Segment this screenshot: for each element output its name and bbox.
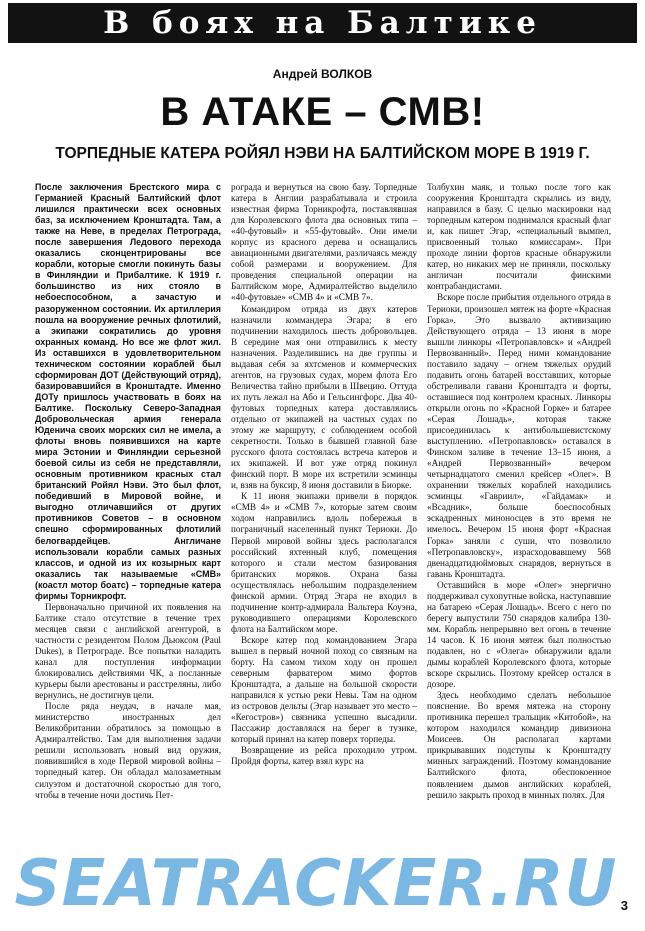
body-paragraph: Оставшийся в море «Олег» энергично поддерживал сухопутные войска, наступавшие на батарею «Серая Лошадь». Всего с него по берегу выпустили 750 снарядов калибра 130-мм. Корабль непрерывно вел огонь в течение 14 часов. К 16 июня мятеж был полностью подавлен, но с «Олега» обнаружили вдали дымы кораблей Королевского флота, которые вскоре скрылись. Поэтому крейсер остался в дозоре.: [427, 579, 611, 690]
text-column-1: [35, 182, 221, 900]
lead-paragraph: После заключения Брестского мира с Германией Красный Балтийский флот лишился практически всех основных баз, за исключением Кронштадта. Там, а также на Неве, в пределах Петрограда, после завершения Ледового перехода оказались сконцентрированы все корабли, которые смогли покинуть базы в Финляндии и Прибалтике. К 1919 г. большинство из них стояло в небоеспособном, а зачастую и разоруженном состоянии. Их артиллерия пошла на вооружение речных флотилий, а экипажи сократились до уровня охранных команд. Но все же флот жил. Из оставшихся в удовлетворительном техническом состоянии кораблей был сформирован ДОТ (Действующий отряд), базировавшийся в Кронштадте. Именно ДОТу пришлось участвовать в боях на Балтике. Поскольку Северо-Западная Добровольческая армия генерала Юденича своих морских сил не имела, а флоты вновь появившихся на карте мира Эстонии и Финляндии серьезной боевой силы из себя не представляли, основным противником красных стал британский Ройял Нэви. Это был флот, победивший в Мировой войне, и выгодно отличавшийся от других противников Советов – в основном спешно сформированных флотилий белогвардейцев. Англичане использовали корабли самых разных классов, и одной из их козырных карт оказались так называемые «СМВ» (коастл мотор боатс) – торпедные катера фирмы Торникрофт.: [35, 182, 221, 601]
body-paragraph: Вскоре катер под командованием Эгара вышел в первый ночной поход со связным на борту. На самом тихом ходу он прошел северным фарватером мимо фортов Кронштадта, а дальше на большой скорости направился к устью реки Невы. Там на одном из островов дельты (Эгар называет это место – «Кегостров») связника успешно высадили. Пассажир доставлялся на берег в тузике, который принял на катер поверх торпеды.: [231, 634, 417, 745]
site-watermark: SEATRACKER.RU: [14, 847, 618, 921]
body-paragraph: Командиром отряда из двух катеров назначили коммандера Эгара; в его подчинении находилось шесть добровольцев. В середине мая они отправились к месту назначения. Разделившись на две группы и выдавая себя за яхтсменов и коммерческих агентов, на грузовых судах, морем флота Его Величества тайно прибыли в Швецию. Оттуда их путь лежал на Або и Гельсингфорс. Два 40-футовых торпедных катера доставлялись отдельно от экипажей на частных судах по этому же маршруту, с соблюдением особой секретности. Только в бывшей главной базе русского флота состоялась встреча катеров и их экипажей. И вот уже отряд покинул финский порт. В море их встретили эсминцы и, взяв на буксир, 8 июня доставили в Биорке.: [231, 303, 417, 491]
author-name: Андрей ВОЛКОВ: [272, 67, 373, 81]
article-subtitle: ТОРПЕДНЫЕ КАТЕРА РОЙЯЛ НЭВИ НА БАЛТИЙСКОМ МОРЕ В 1919 Г.: [55, 145, 590, 162]
body-paragraph: Вскоре после прибытия отдельного отряда в Териоки, произошел мятеж на форте «Красная Горка». Это вызвало активизацию Действующего отряда – 13 июня в море вышли линкоры «Петропавловск» и «Андрей Первозванный». Перед ними командование поставило задачу – огнем тяжелых орудий подавить огонь батарей восставших, которые обстреливали гавани Кронштадта и форты, оставшиеся под контролем красных. Линкоры открыли огонь по «Красной Горке» и батарее «Серая Лошадь», которая также присоединилась к антибольшевистскому выступлению. «Петропавловск» оставался в Финском заливе в течение 13–15 июня, а «Андрей Первозванный» вечером четырнадцатого сменил крейсер «Олег». В охранении тяжелых кораблей находились эсминцы «Гавриил», «Гайдамак» и «Всадник», больше боеспособных эскадренных миноносцев в это время не имелось. Вечером 15 июня форт «Красная Горка» заняли с суши, что позволило «Петропавловску», израсходовавшему 568 двенадцатидюймовых снарядов, вернуться в гавань Кронштадта.: [427, 292, 611, 579]
body-paragraph: Здесь необходимо сделать небольшое пояснение. Во время мятежа на сторону противника перешел тральщик «Китобой», на котором находился командир дивизиона Моисеев. Он располагал картами прикрывавших подступы к Кронштадту минных заграждений. Поэтому командование Балтийского флота, обеспокоенное появлением дымов английских кораблей, решило закрыть проход в минных полях. Для: [427, 690, 611, 800]
body-paragraph: Первоначально причиной их появления на Балтике стало отсутствие в течение трех месяцев связи с английской агентурой, в частности с резидентом Полом Дьюксом (Paul Dukes), в Петрограде. Все попытки наладить канал для поступления информации блокировались действиями ЧК, а посланные курьеры были арестованы и расстреляны, либо вернулись, не достигнув цели.: [35, 601, 221, 701]
body-paragraph: Возвращение из рейса проходило утром. Пройдя форты, катер взял курс на: [231, 745, 417, 767]
body-paragraph: рограда и вернуться на свою базу. Торпедные катера в Англии разрабатывала и строила известная фирма Торникрофта, поставлявшая для Королевского флота два основных типа – «40-футовый» и «55-футовый». Они имели корпус из красного дерева и оснащались авиационными двигателями, различаясь между собой размерами и вооружением. Для проведения специальной операции на Балтийском море, Адмиралтейство выделило «40-футовые» «СМВ 4» и «СМВ 7».: [231, 182, 417, 303]
text-column-2: [231, 182, 417, 900]
page-number: 3: [620, 898, 628, 913]
article-title: В АТАКЕ – СМВ!: [160, 90, 485, 134]
body-paragraph: Толбухин маяк, и только после того как сооружения Кронштадта скрылись из виду, направился в базу. С целью маскировки над торпедным катером поднимался красный флаг и, как пишет Эгар, «специальный вымпел, присвоенный только комиссарам». При проходе линии фортов красные обнаружили катер, но никаких мер не приняли, поскольку англичан посчитали финскими контрабандистами.: [427, 182, 611, 292]
text-column-3: [427, 182, 611, 900]
body-paragraph: После ряда неудач, в начале мая, министерство иностранных дел Великобритании обратилось за помощью в Адмиралтейство. Там для выполнения задачи решили использовать новый вид оружия, появившийся в ходе Первой мировой войны – торпедный катер. Он обладал малозаметным силуэтом и достаточной скоростью для того, чтобы в течение ночи достичь Пет-: [35, 701, 221, 800]
body-paragraph: К 11 июня экипажи привели в порядок «СМВ 4» и «СМВ 7», которые затем своим ходом направились вдоль побережья в пограничный населенный пункт Териоки. До Первой мировой войны здесь располагался российский яхтенный клуб, помещения которого и стали местом базирования британских моряков. Охрана базы осуществлялась небольшим подразделением финской армии. Отряд Эгара не входил в подчинение контр-адмирала Вальтера Коуэна, руководившего операциями Королевского флота на Балтийском море.: [231, 491, 417, 634]
section-rubric: В боях на Балтике: [8, 3, 637, 43]
